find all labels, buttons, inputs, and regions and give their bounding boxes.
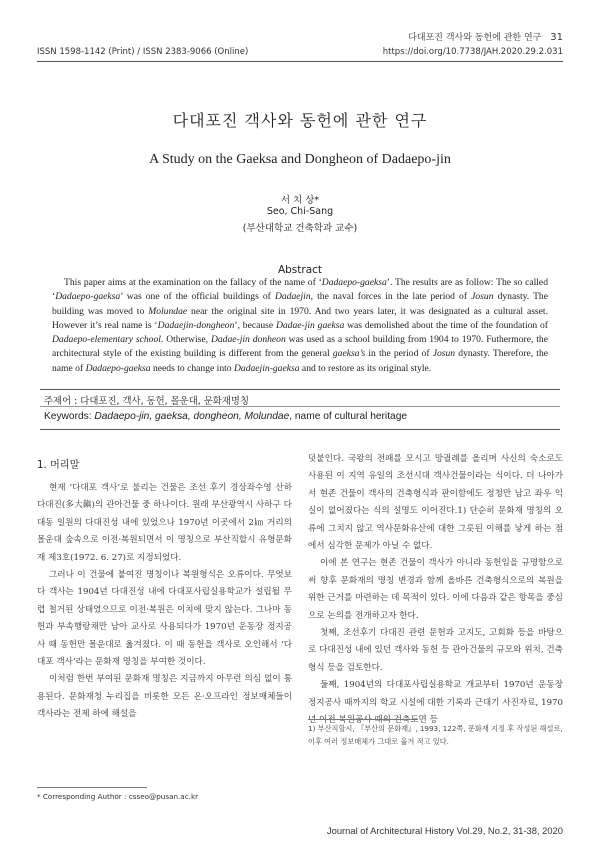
keywords-mid-rule (40, 406, 560, 407)
paragraph: 이처럼 한번 부여된 문화재 명칭은 지금까지 아무런 의심 없이 통용된다. 문화재청 누리집을 비롯한 모든 온·오프라인 정보매체들이 객사라는 전제 하에 해설을 (37, 674, 292, 720)
journal-footer: Journal of Architectural History Vol.29, No.2, 31-38, 2020 (326, 825, 563, 836)
header-rule (37, 61, 563, 62)
page-number: 31 (550, 32, 563, 43)
paragraph: 덧붙인다. 국왕의 전패를 모시고 망궐례를 올리며 사신의 숙소로도 사용된 이 지역 유일의 조선시대 객사건물이라는 식이다. 더 나아가서 현존 건물이 객사의 건축형식과 판이함에도 정청만 남고 좌우 익실이 없어졌다는 식의 설명도 이어진다.1) 단순히 문화재 명칭의 오류에 그치지 않고 역사문화유산에 대한 그릇된 이해를 낳게 하는 점에서 심각한 문제가 아닐 수 없다. (308, 454, 563, 552)
abstract-heading: Abstract (277, 264, 323, 276)
author-affiliation: (부산대학교 건축학과 교수) (242, 223, 358, 234)
paragraph: 그러나 이 건물에 붙여진 명칭이나 복원형식은 오류이다. 무엇보다 객사는 1904년 다대진성 내에 다대포사립실용학교가 설립될 무렵 철거된 상태였으므로 이전·복원은 이치에 맞지 않는다. 그나마 동헌과 부속행랑채만 남아 교사로 사용되다가 1970년 운동장 정지공사 때 동헌만 몰운대로 옮겨졌다. 이 때 동헌을 객사로 오인해서 ‘다대포 객사’라는 문화재 명칭을 부여한 것이다. (37, 570, 292, 668)
section-heading: 1. 머리말 (37, 460, 80, 471)
author-name-english: Seo, Chi-Sang (266, 206, 334, 217)
running-title: 다대포진 객사와 동헌에 관한 연구 (408, 33, 542, 43)
title-english: A Study on the Gaeksa and Dongheon of Dadaepo-jin (149, 152, 451, 167)
paragraph: 둘째, 1904년의 다대포사립실용학교 개교부터 1970년 운동장 정지공사 때까지의 학교 시설에 대한 기록과 근대기 사진자료, 1970년 이전 복원공사 때의 건축도면 등 (308, 680, 563, 726)
keywords-top-rule (40, 389, 560, 390)
keywords-korean: 주제어 : 다대포진, 객사, 동헌, 몰운대, 문화재명칭 (44, 396, 250, 407)
paragraph: 첫째, 조선후기 다대진 관련 문헌과 고지도, 고회화 등을 바탕으로 다대진성 내에 있던 객사와 동헌 등 관아건물의 규모와 위치, 건축형식 등을 검토한다. (308, 628, 563, 673)
title-korean: 다대포진 객사와 동헌에 관한 연구 (172, 111, 428, 130)
footnote-rule-left (37, 787, 147, 788)
abstract-body: This paper aims at the examination on the fallacy of the name of ‘Dadaepo-gaeksa’. The results are as follow: The so called ‘Dadaepo-gaeksa’ was one of the official buildings of Dadaejin, the naval forces in the late period of Josun dynasty. The building was moved to Molundae near the original site in 1970. And two years later, it was designated as a cultural asset. However it’s real name is ‘Dadaejin-dongheon’, because Dadae-jin gaeksa was demolished about the time of the foundation of Dadaepo-elementary school. Otherwise, Dadae-jin donheon was used as a school building from 1904 to 1970. Futhermore, the architectural style of the existing building is different from the general gaeksa’s in the period of Josun dynasty. Therefore, the name of Dadaepo-gaeksa needs to change into Dadaejin-gaeksa and to restore as its original style. (52, 277, 548, 374)
footnote-rule-right (308, 719, 418, 720)
corresponding-author: * Corresponding Author : csseo@pusan.ac.kr (37, 792, 199, 801)
paragraph: 이에 본 연구는 현존 건물이 객사가 아니라 동헌임을 규명함으로써 향후 문화재의 명칭 변경과 함께 올바른 건축형식으로의 복원을 위한 근거를 마련하는 데 목적이 있다. 이에 다음과 같은 항목을 중심으로 논의를 전개하고자 한다. (308, 558, 563, 621)
running-header (408, 30, 563, 43)
keywords-english: Keywords: Dadaepo-jin, gaeksa, dongheon, Molundae, name of cultural heritage (44, 411, 408, 422)
left-column (37, 480, 292, 724)
paragraph: 현재 ‘다대포 객사’로 불리는 건물은 조선 후기 경상좌수영 산하 다대진(多大鎭)의 관아건물 중 하나이다. 원래 부산광역시 사하구 다대동 일원의 다대진성 내에 있었으나 1970년 이곳에서 2㎞ 거리의 몰운대 숲속으로 이전·복원되면서 이 명칭으로 부산직할시 유형문화재 제3호(1972. 6. 27)로 지정되었다. (37, 483, 292, 563)
footnote-1: 1) 부산직할시, 『부산의 문화재』, 1993, 122쪽, 문화재 지정 후 작성된 해설로, 이후 여러 정보매체가 그대로 옮겨 적고 있다. (308, 724, 563, 746)
right-column (308, 451, 563, 730)
author-name-korean: 서 치 상* (280, 195, 320, 206)
keywords-bottom-rule (40, 429, 560, 430)
doi-link[interactable]: https://doi.org/10.7738/JAH.2020.29.2.031 (382, 47, 563, 57)
issn: ISSN 1598-1142 (Print) / ISSN 2383-9066 (Online) (37, 47, 249, 57)
